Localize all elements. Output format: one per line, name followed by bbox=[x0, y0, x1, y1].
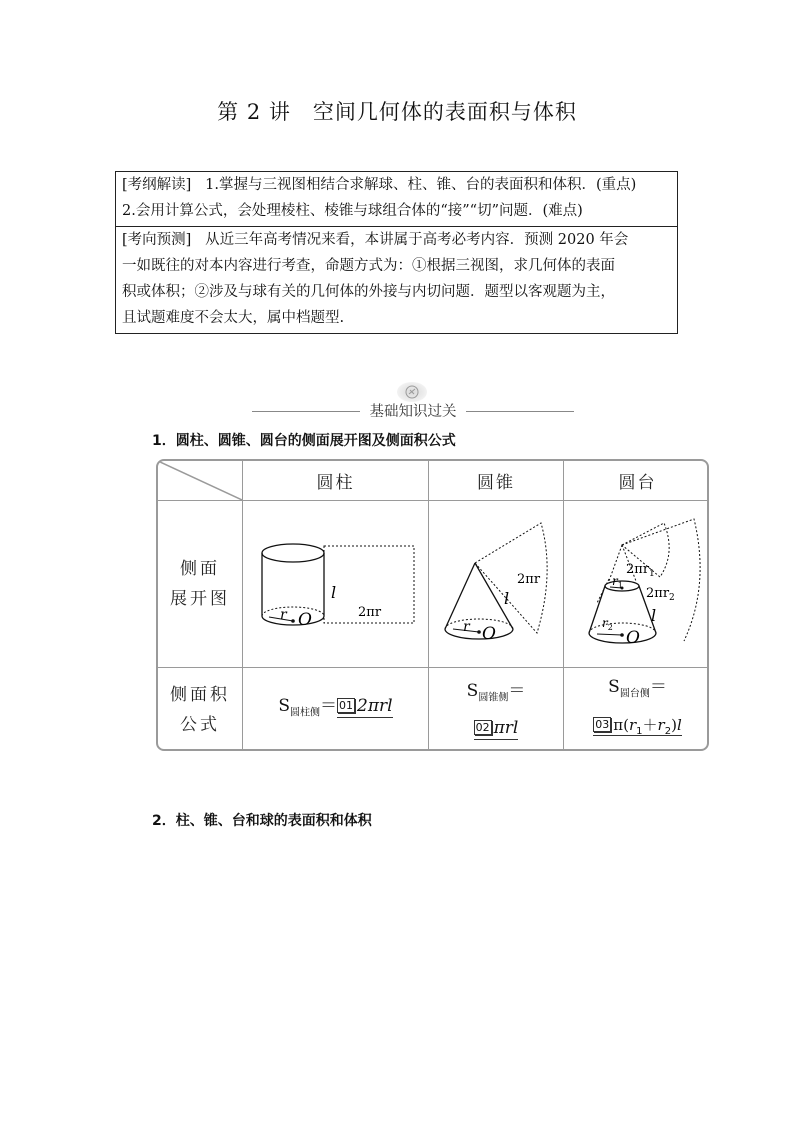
frustum-arc1-label: $2\pi r_1$ bbox=[626, 562, 655, 579]
knowledge-bar bbox=[252, 382, 574, 420]
frustum-formula-line2: 03 $\pi(r_1+r_2)l$ bbox=[595, 715, 682, 737]
reading-line-2: 2.会用计算公式，会处理棱柱、棱锥与球组合体的“接”“切”问题．(难点) bbox=[122, 203, 583, 219]
col-header-frustum: 圆台 bbox=[618, 473, 657, 493]
lecture-topic: 空间几何体的表面积与体积 bbox=[312, 100, 577, 124]
col-header-cone: 圆锥 bbox=[477, 473, 515, 493]
cone-formula-line2: 02 πrl bbox=[475, 718, 519, 739]
forecast-line-4: 且试题难度不会太大，属中档题型. bbox=[122, 310, 345, 326]
forecast-line-1: 从近三年高考情况来看，本讲属于高考必考内容．预测 2020 年会 bbox=[205, 232, 629, 248]
col-header-cylinder: 圆柱 bbox=[316, 473, 355, 493]
forecast-line-2: 一如既往的对本内容进行考查，命题方式为：①根据三视图，求几何体的表面 bbox=[122, 258, 615, 274]
cylinder-formula-line: $S_{圆柱侧}= 01$ 2πrl bbox=[278, 695, 393, 719]
row-header-expansion-line1: 侧面 bbox=[180, 559, 220, 579]
lateral-area-table bbox=[156, 459, 709, 751]
cone-net-diagram bbox=[429, 501, 563, 667]
forecast-label: [考向预测] bbox=[122, 232, 192, 248]
answer-number-02: 02 bbox=[475, 721, 490, 735]
cone-l-label: l bbox=[504, 589, 510, 608]
bar-line-left bbox=[252, 411, 360, 412]
cylinder-O-label: O bbox=[298, 610, 312, 630]
frustum-l-label: l bbox=[651, 606, 657, 625]
reading-label: [考纲解读] bbox=[122, 177, 192, 193]
cone-O-label: O bbox=[482, 624, 496, 644]
cone-r-label: r bbox=[463, 619, 470, 635]
row-header-expansion-line2: 展开图 bbox=[170, 589, 230, 609]
page-title bbox=[0, 96, 794, 126]
corner-diagonal bbox=[158, 461, 242, 501]
frustum-formula-line1: $S_{圆台侧}=$ bbox=[608, 677, 667, 700]
cylinder-l-label: l bbox=[331, 583, 337, 602]
frustum-r1-label: $r_1$ bbox=[612, 574, 623, 590]
frustum-arc2-label: $2\pi r_2$ bbox=[646, 586, 675, 603]
knowledge-bar-label: 基础知识过关 bbox=[369, 404, 457, 420]
forecast-line-3: 积或体积；②涉及与球有关的几何体的外接与内切问题．题型以客观题为主， bbox=[122, 284, 615, 300]
syllabus-reading bbox=[116, 172, 677, 227]
syllabus-forecast bbox=[116, 227, 677, 333]
frustum-O-label: O bbox=[626, 628, 640, 648]
leaf-badge-icon bbox=[397, 382, 427, 402]
answer-number-03: 03 bbox=[595, 717, 610, 731]
section-1-heading: 1．圆柱、圆锥、圆台的侧面展开图及侧面积公式 bbox=[152, 433, 456, 449]
frustum-r2-label: $r_2$ bbox=[602, 616, 613, 632]
frustum-formula bbox=[564, 668, 709, 751]
frustum-net-diagram bbox=[564, 501, 709, 667]
cylinder-formula bbox=[243, 668, 428, 751]
row-header-formula bbox=[158, 668, 242, 751]
cylinder-r-label: r bbox=[280, 607, 287, 623]
cone-formula bbox=[429, 668, 563, 751]
cylinder-net-diagram bbox=[243, 501, 428, 667]
section-2-heading: 2．柱、锥、台和球的表面积和体积 bbox=[152, 813, 372, 829]
reading-line-1: 1.掌握与三视图相结合求解球、柱、锥、台的表面积和体积．(重点) bbox=[205, 177, 637, 193]
cylinder-arc-label: 2πr bbox=[358, 605, 382, 620]
cone-formula-line1: $S_{圆锥侧}=$ bbox=[466, 680, 526, 704]
answer-number-01: 01 bbox=[339, 698, 354, 712]
syllabus-box bbox=[115, 171, 678, 334]
bar-line-right bbox=[466, 411, 574, 412]
row-header-formula-line2: 公式 bbox=[180, 714, 220, 735]
lecture-number: 第 2 讲 bbox=[217, 100, 291, 124]
row-header-expansion bbox=[158, 501, 242, 667]
row-header-formula-line1: 侧面积 bbox=[170, 684, 230, 705]
cone-arc-label: 2πr bbox=[517, 572, 541, 587]
